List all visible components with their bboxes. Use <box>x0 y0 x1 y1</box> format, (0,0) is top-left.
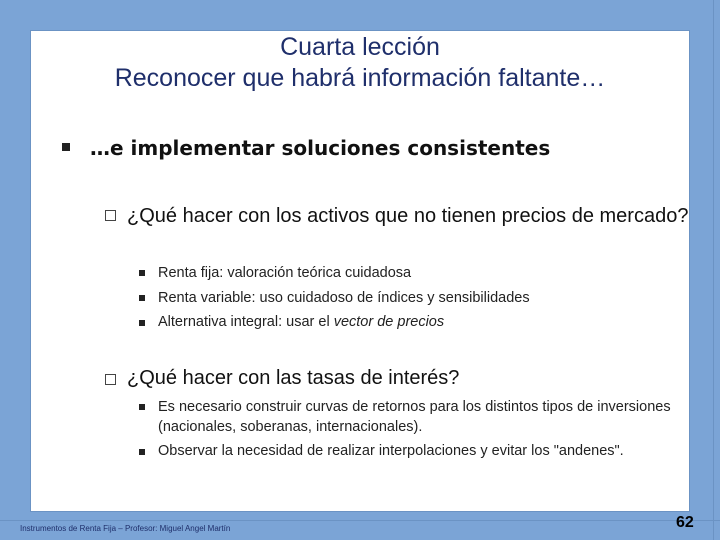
bullet-square-icon <box>139 295 145 301</box>
q2-item-1: Es necesario construir curvas de retornos para los distintos tipos de inversiones (nacionales, soberanas, internacionales). <box>158 399 671 435</box>
bullet-square-icon <box>139 320 145 326</box>
checkbox-bullet-icon <box>105 210 116 221</box>
bullet-square-icon <box>62 143 70 151</box>
q1-item-2: Renta variable: uso cuidadoso de índices y sensibilidades <box>158 290 530 306</box>
frame-line-horizontal <box>0 520 720 521</box>
footer-text: Instrumentos de Renta Fija – Profesor: Miguel Angel Martín <box>20 524 231 533</box>
q1-item-3 <box>158 312 444 332</box>
q1-item-1: Renta fija: valoración teórica cuidadosa <box>158 265 412 281</box>
q2-item-2: Observar la necesidad de realizar interpolaciones y evitar los "andenes". <box>158 443 624 459</box>
page-number: 62 <box>676 514 694 531</box>
question-1: ¿Qué hacer con los activos que no tienen precios de mercado? <box>127 205 689 227</box>
bullet-square-icon <box>139 404 145 410</box>
title-line-2: Reconocer que habrá información faltante… <box>114 64 606 92</box>
slide-title <box>30 32 690 94</box>
question-2: ¿Qué hacer con las tasas de interés? <box>127 367 460 389</box>
bullet-square-icon <box>139 270 145 276</box>
bullet-square-icon <box>139 449 145 455</box>
frame-line-vertical <box>713 0 714 540</box>
q1-item-3-prefix: Alternativa integral: usar el <box>158 314 334 330</box>
title-line-1: Cuarta lección <box>280 33 440 61</box>
main-point: …e implementar soluciones consistentes <box>90 136 551 160</box>
checkbox-bullet-icon <box>105 374 116 385</box>
q1-item-3-emphasis: vector de precios <box>333 314 445 330</box>
